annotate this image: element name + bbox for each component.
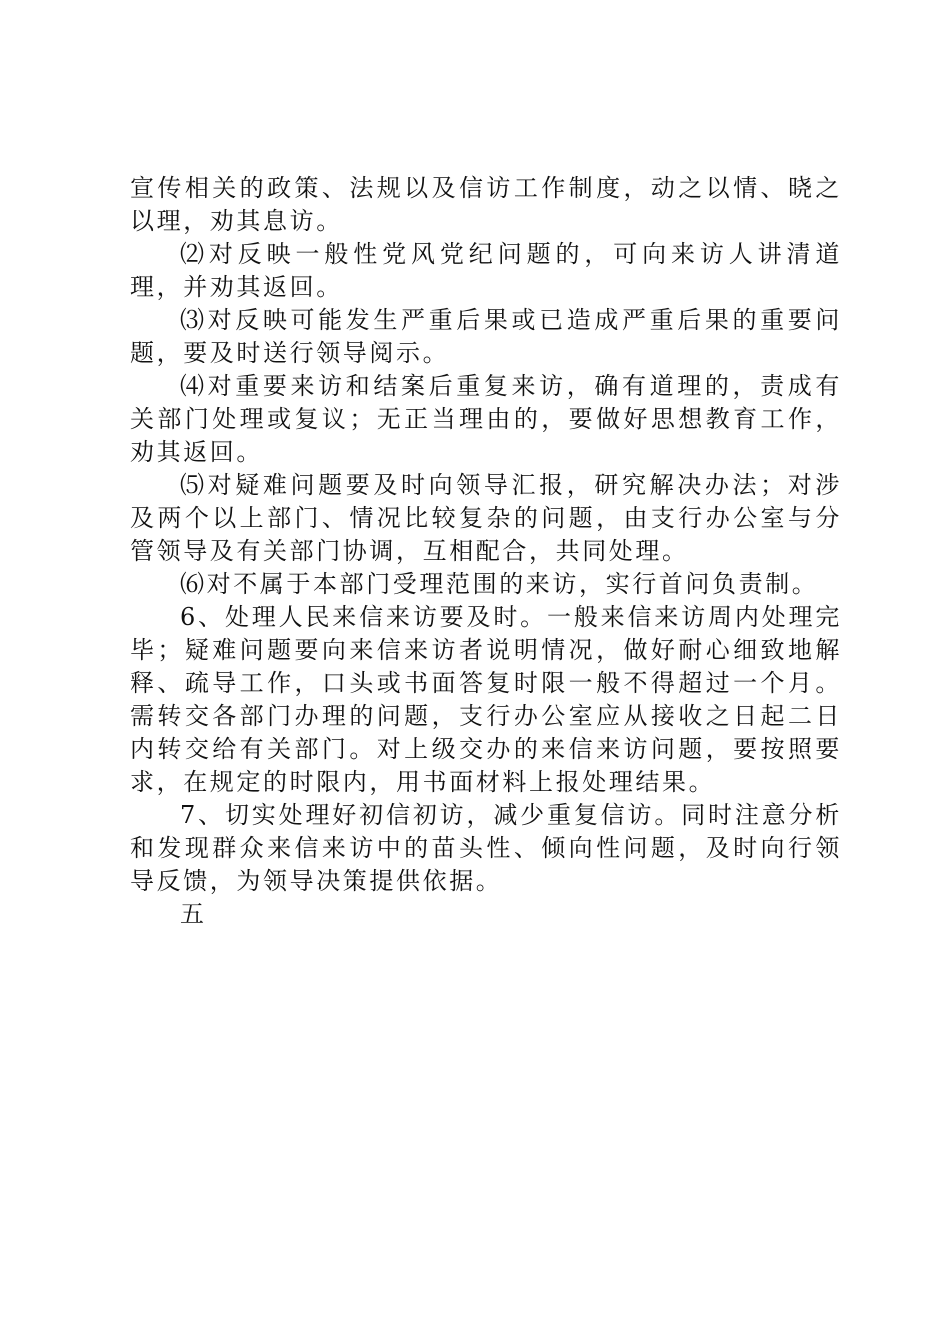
paragraph-intro: 宣传相关的政策、法规以及信访工作制度，动之以情、晓之以理，劝其息访。	[130, 174, 842, 235]
paragraph-item-6: ⑹对不属于本部门受理范围的来访，实行首问负责制。	[180, 570, 819, 598]
document-body	[130, 172, 842, 931]
paragraph-item-5: ⑸对疑难问题要及时向领导汇报，研究解决办法；对涉及两个以上部门、情况比较复杂的问题，由支行办公室与分管领导及有关部门协调，互相配合，共同处理。	[130, 471, 842, 565]
paragraph-item-4: ⑷对重要来访和结案后重复来访，确有道理的，责成有关部门处理或复议；无正当理由的，要做好思想教育工作，劝其返回。	[130, 372, 842, 466]
paragraph-section-7: 7、切实处理好初信初访，减少重复信访。同时注意分析和发现群众来信来访中的苗头性、倾向性问题，及时向行领导反馈，为领导决策提供依据。	[130, 801, 842, 895]
paragraph-item-2: ⑵对反映一般性党风党纪问题的，可向来访人讲清道理，并劝其返回。	[130, 240, 842, 301]
paragraph-item-3: ⑶对反映可能发生严重后果或已造成严重后果的重要问题，要及时送行领导阅示。	[130, 306, 842, 367]
paragraph-section-5-heading: 五	[180, 900, 207, 928]
paragraph-section-6: 6、处理人民来信来访要及时。一般来信来访周内处理完毕；疑难问题要向来信来访者说明情况，做好耐心细致地解释、疏导工作，口头或书面答复时限一般不得超过一个月。需转交各部门办理的问题，支行办公室应从接收之日起二日内转交给有关部门。对上级交办的来信来访问题，要按照要求，在规定的时限内，用书面材料上报处理结果。	[130, 603, 842, 796]
